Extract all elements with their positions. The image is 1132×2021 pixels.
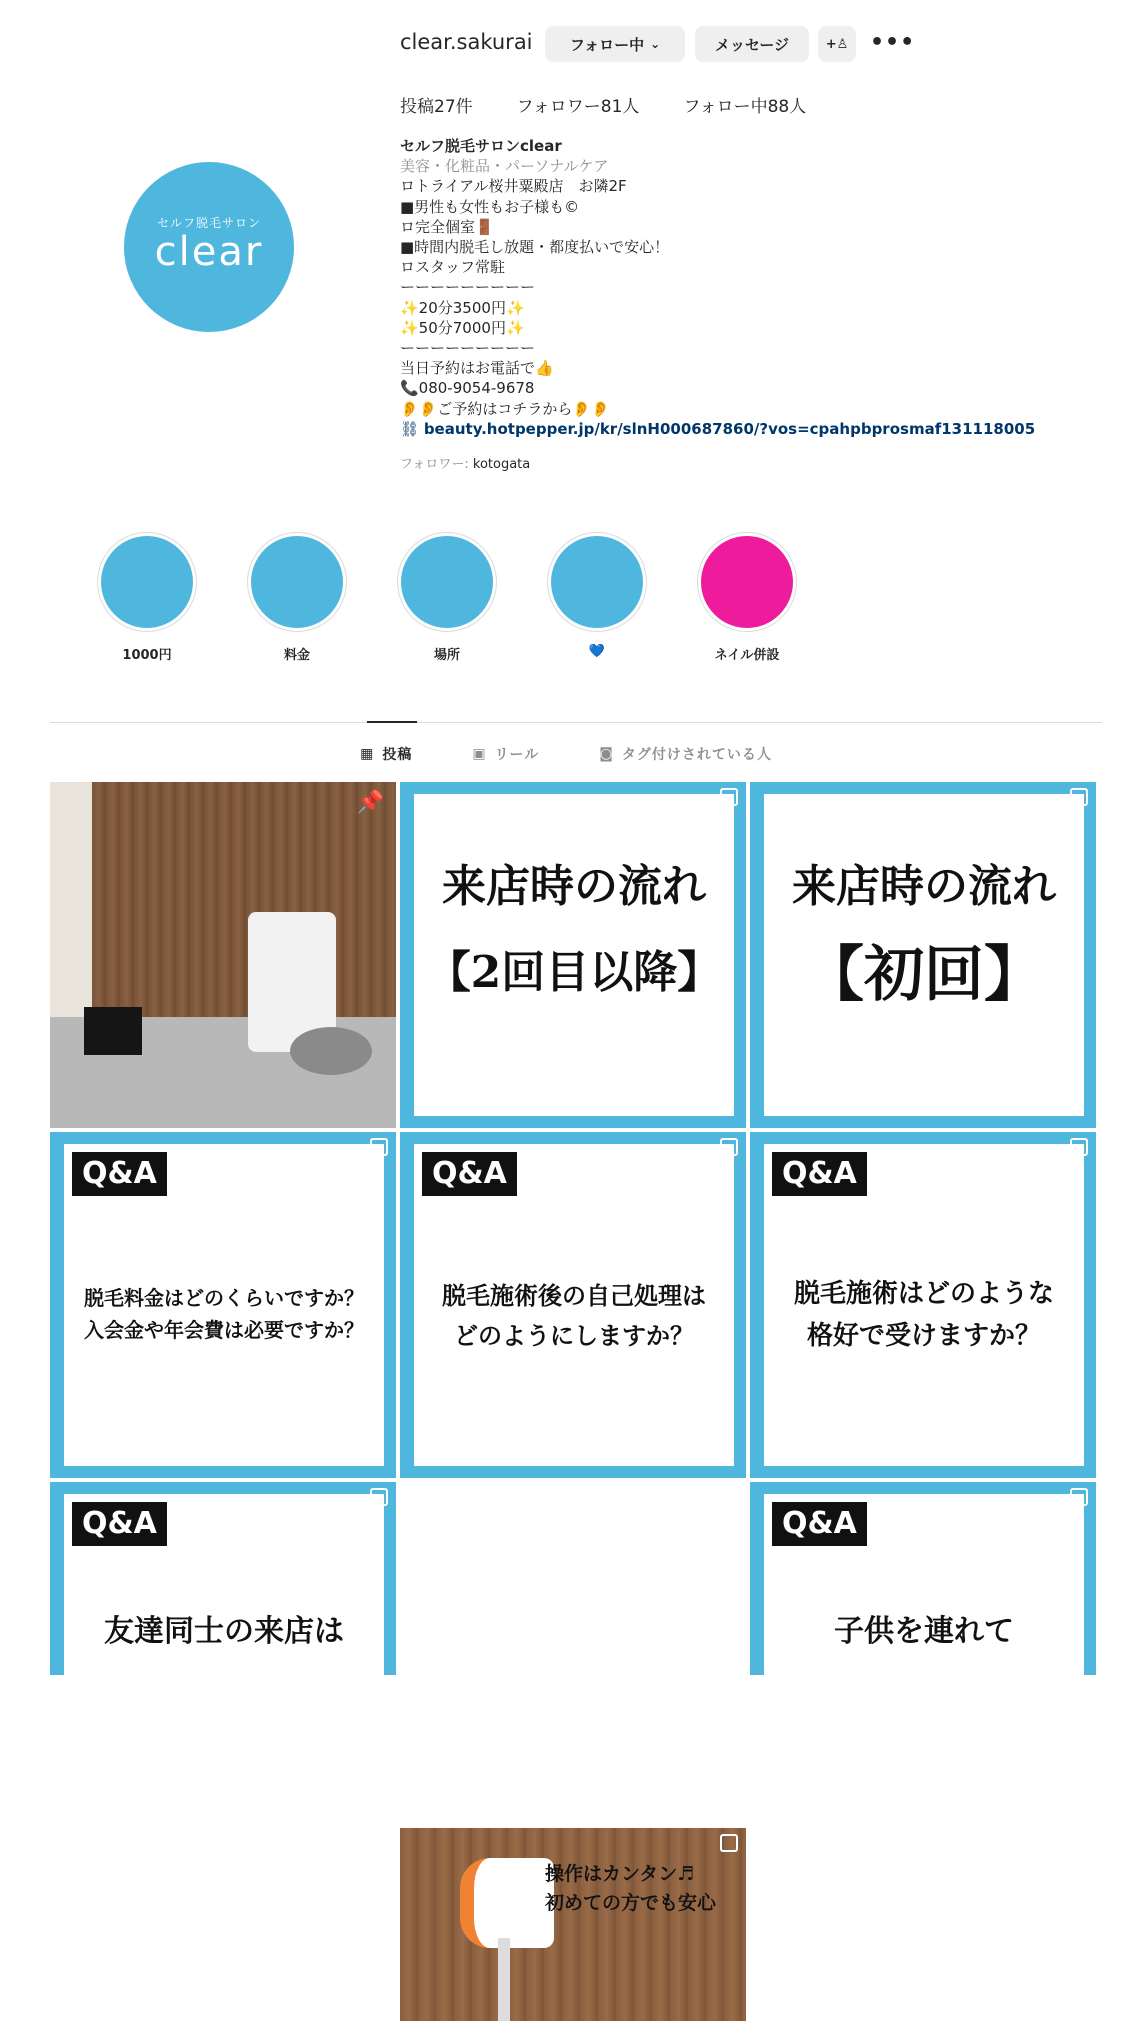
tab-reels-label: リール	[494, 747, 540, 763]
post-card-inner	[414, 1144, 734, 1466]
post-title-line: 【初回】	[804, 940, 1044, 1010]
carousel-icon	[720, 1834, 738, 1852]
highlight-label: 場所	[433, 648, 460, 663]
bio-external-link[interactable]	[400, 419, 1100, 439]
highlight-ring	[397, 532, 497, 632]
photo-device	[460, 1858, 554, 1948]
qa-tag: Q&A	[772, 1152, 867, 1196]
tab-posts[interactable]	[360, 744, 412, 764]
post-title-line: 来店時の流れ	[442, 861, 706, 912]
highlight-item[interactable]	[247, 532, 347, 663]
message-button[interactable]: メッセージ	[695, 26, 809, 62]
post-title-line: 脱毛施術はどのような	[793, 1279, 1054, 1309]
post-caption-line: 操作はカンタン♬	[545, 1863, 695, 1885]
post-title-line: どのようにしますか？	[454, 1321, 694, 1350]
grid-icon: ▦	[360, 746, 375, 762]
post-title-line: 【2回目以降】	[426, 947, 722, 998]
highlight-item[interactable]	[547, 532, 647, 659]
profile-username: clear.sakurai	[400, 30, 533, 54]
highlight-label: 料金	[283, 648, 310, 663]
post-caption-line: 初めての方でも安心	[545, 1892, 717, 1914]
following-count[interactable]: フォロー中88人	[683, 97, 807, 117]
tab-posts-label: 投稿	[382, 747, 413, 763]
qa-tag: Q&A	[72, 1152, 167, 1196]
qa-tag: Q&A	[772, 1502, 867, 1546]
carousel-icon	[720, 1138, 738, 1156]
highlight-ring	[547, 532, 647, 632]
followed-by[interactable]	[400, 455, 1100, 475]
bio-line: ロ完全個室🚪	[400, 217, 494, 236]
carousel-icon	[370, 1488, 388, 1506]
carousel-icon	[1070, 788, 1088, 806]
highlight-label: 💙	[588, 644, 606, 659]
post-tile[interactable]	[50, 782, 396, 1128]
post-title-line: 友達同士の来店は	[104, 1614, 344, 1649]
followed-by-label: フォロワー:	[400, 457, 473, 473]
post-title-line: 子供を連れて	[834, 1614, 1014, 1649]
following-button[interactable]	[545, 26, 685, 62]
profile-tabs	[0, 744, 1132, 764]
link-icon: ⛓	[400, 419, 424, 438]
post-card-inner	[764, 1494, 1084, 1675]
post-tile[interactable]	[750, 1482, 1096, 1675]
post-tile[interactable]	[750, 782, 1096, 1128]
reels-icon: ▣	[472, 746, 487, 762]
bio-category[interactable]: 美容・化粧品・パーソナルケア	[400, 157, 609, 176]
highlight-item[interactable]	[697, 532, 797, 663]
photo-stool	[290, 1027, 372, 1075]
bio-line: 当日予約はお電話で👍	[400, 359, 554, 378]
more-options-icon[interactable]: •••	[870, 30, 916, 55]
carousel-icon	[370, 1138, 388, 1156]
photo-wall	[50, 782, 396, 1024]
post-card-inner	[764, 794, 1084, 1116]
profile-stats	[400, 92, 806, 117]
profile-avatar[interactable]	[124, 162, 294, 332]
avatar-subtitle: セルフ脱毛サロン	[156, 215, 261, 230]
carousel-icon	[1070, 1488, 1088, 1506]
chevron-down-icon: ⌄	[650, 37, 661, 51]
photo-box	[84, 1007, 142, 1055]
post-title-line: 脱毛施術後の自己処理は	[442, 1281, 706, 1310]
bio-line: ■時間内脱毛し放題・都度払いで安心！	[400, 238, 670, 257]
post-tile[interactable]	[50, 1482, 396, 1675]
post-card-inner	[414, 794, 734, 1116]
carousel-icon	[720, 788, 738, 806]
post-tile[interactable]	[50, 1132, 396, 1478]
highlight-cover	[251, 536, 343, 628]
highlight-cover	[101, 536, 193, 628]
posts-count: 投稿27件	[400, 97, 473, 117]
bio-line: ロトライアル桜井粟殿店 お隣2F	[400, 177, 627, 196]
post-card-inner	[64, 1144, 384, 1466]
post-tile[interactable]	[400, 1132, 746, 1478]
carousel-icon	[1070, 1138, 1088, 1156]
suggest-user-button[interactable]	[818, 26, 856, 62]
bio-link-text: beauty.hotpepper.jp/kr/slnH000687860/?vos=cpahpbprosmaf131118005	[423, 419, 1036, 438]
tab-tagged-label: タグ付けされている人	[621, 747, 772, 763]
tab-reels[interactable]	[472, 744, 539, 764]
highlight-ring	[97, 532, 197, 632]
bio-line: 📞080-9054-9678	[400, 379, 535, 398]
avatar-logo: clear	[154, 228, 264, 275]
post-title-line: 脱毛料金はどのくらいですか？	[84, 1286, 364, 1310]
bio-line: ーーーーーーーーー	[400, 278, 536, 297]
post-tile[interactable]	[400, 782, 746, 1128]
highlight-cover	[701, 536, 793, 628]
qa-tag: Q&A	[422, 1152, 517, 1196]
qa-tag: Q&A	[72, 1502, 167, 1546]
post-title-line: 来店時の流れ	[792, 861, 1056, 912]
post-card-inner	[764, 1144, 1084, 1466]
highlight-ring	[247, 532, 347, 632]
highlight-ring	[697, 532, 797, 632]
tab-tagged[interactable]	[599, 744, 772, 764]
highlight-cover	[401, 536, 493, 628]
post-tile[interactable]	[750, 1132, 1096, 1478]
following-button-label: フォロー中	[569, 35, 645, 54]
bio-name: セルフ脱毛サロンclear	[400, 137, 562, 155]
photo-pole	[498, 1938, 510, 2021]
highlight-item[interactable]	[397, 532, 497, 663]
tagged-icon: ◙	[599, 746, 614, 762]
post-caption	[545, 1860, 716, 1918]
post-card-inner	[64, 1494, 384, 1675]
highlight-label: 1000円	[122, 648, 172, 663]
pin-icon: 📌	[356, 790, 384, 815]
bio-line: ーーーーーーーーー	[400, 339, 536, 358]
post-tile[interactable]	[400, 1828, 746, 2021]
highlight-item[interactable]	[97, 532, 197, 663]
bio-line: ✨20分3500円✨	[400, 298, 525, 317]
post-title-line: 入会金や年会費は必要ですか？	[84, 1318, 364, 1342]
add-user-icon: +♙	[825, 36, 849, 52]
highlight-label: ネイル併設	[714, 648, 780, 663]
followers-count[interactable]: フォロワー81人	[516, 97, 640, 117]
bio-line: ✨50分7000円✨	[400, 318, 525, 337]
bio-line: ■男性も女性もお子様も©	[400, 197, 580, 216]
bio-line: ロスタッフ常駐	[400, 258, 506, 277]
followed-by-name: kotogata	[472, 457, 531, 473]
post-title-line: 格好で受けますか？	[806, 1321, 1041, 1351]
bio-line: 👂👂ご予約はコチラから👂👂	[400, 399, 610, 418]
active-tab-indicator	[367, 721, 417, 723]
tabs-divider	[50, 722, 1102, 723]
profile-bio	[400, 136, 1100, 475]
highlight-cover	[551, 536, 643, 628]
